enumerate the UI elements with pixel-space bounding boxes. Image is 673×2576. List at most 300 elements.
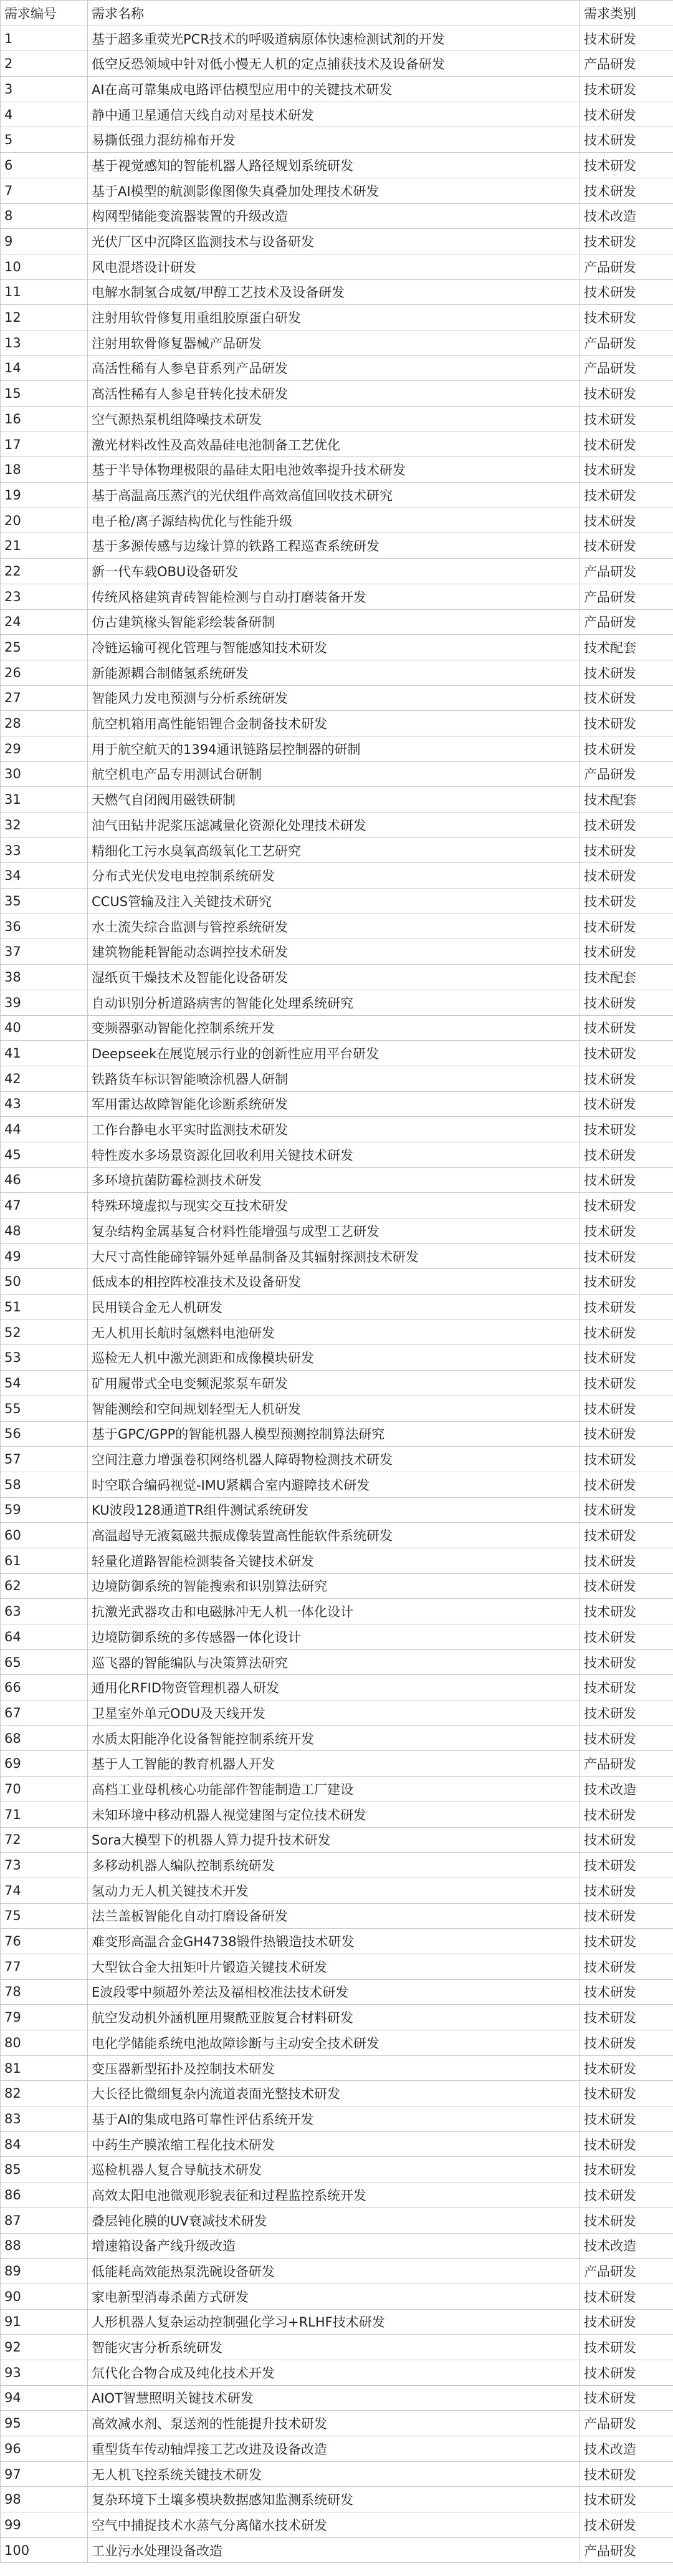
cell-requirement-name: Deepseek在展览展示行业的创新性应用平台研发 [88, 1041, 580, 1066]
cell-requirement-name: 低空反恐领域中针对低小慢无人机的定点捕获技术及设备研发 [88, 51, 580, 77]
cell-requirement-no: 35 [1, 889, 88, 914]
cell-requirement-category: 产品研发 [580, 609, 673, 635]
cell-requirement-name: 冷链运输可视化管理与智能感知技术研发 [88, 635, 580, 660]
cell-requirement-category: 技术研发 [580, 2360, 673, 2385]
table-row [1, 153, 673, 178]
cell-requirement-no: 28 [1, 711, 88, 736]
cell-requirement-name: 分布式光伏发电电控制系统研发 [88, 863, 580, 889]
cell-requirement-category: 技术研发 [580, 1827, 673, 1853]
cell-requirement-category: 技术研发 [580, 2055, 673, 2081]
table-row [1, 2055, 673, 2081]
cell-requirement-category: 技术研发 [580, 914, 673, 939]
cell-requirement-no: 45 [1, 1142, 88, 1167]
cell-requirement-no: 77 [1, 1954, 88, 1979]
table-row [1, 1472, 673, 1497]
cell-requirement-no: 65 [1, 1649, 88, 1675]
cell-requirement-no: 80 [1, 2030, 88, 2056]
table-row [1, 2183, 673, 2208]
table-row [1, 1421, 673, 1447]
cell-requirement-category: 技术研发 [580, 1015, 673, 1041]
cell-requirement-category: 技术研发 [580, 2487, 673, 2512]
header-requirement-name: 需求名称 [88, 1, 580, 26]
cell-requirement-category: 技术研发 [580, 1218, 673, 1244]
cell-requirement-category: 产品研发 [580, 51, 673, 77]
cell-requirement-name: 边境防御系统的智能搜索和识别算法研究 [88, 1573, 580, 1599]
table-row [1, 2284, 673, 2309]
cell-requirement-no: 73 [1, 1853, 88, 1878]
table-row [1, 2461, 673, 2487]
cell-requirement-name: 航空发动机外涵机匣用聚酰亚胺复合材料研发 [88, 2005, 580, 2030]
cell-requirement-name: 激光材料改性及高效晶硅电池制备工艺优化 [88, 432, 580, 457]
cell-requirement-no: 8 [1, 203, 88, 229]
cell-requirement-category: 技术改造 [580, 2233, 673, 2259]
table-row [1, 990, 673, 1015]
cell-requirement-category: 技术研发 [580, 381, 673, 407]
cell-requirement-no: 7 [1, 178, 88, 203]
table-row [1, 965, 673, 990]
cell-requirement-name: 航空机箱用高性能铝锂合金制备技术研发 [88, 711, 580, 736]
table-row [1, 2233, 673, 2259]
cell-requirement-category: 技术研发 [580, 837, 673, 863]
cell-requirement-no: 69 [1, 1751, 88, 1777]
cell-requirement-no: 71 [1, 1802, 88, 1827]
cell-requirement-no: 38 [1, 965, 88, 990]
table-row [1, 1193, 673, 1218]
table-row [1, 1548, 673, 1573]
cell-requirement-category: 技术研发 [580, 457, 673, 483]
cell-requirement-name: 油气田钻井泥浆压滤减量化资源化处理技术研发 [88, 813, 580, 838]
cell-requirement-category: 产品研发 [580, 2537, 673, 2563]
cell-requirement-no: 3 [1, 77, 88, 102]
cell-requirement-no: 4 [1, 102, 88, 127]
cell-requirement-no: 23 [1, 584, 88, 609]
cell-requirement-no: 98 [1, 2487, 88, 2512]
table-row [1, 787, 673, 813]
cell-requirement-name: 注射用软骨修复用重组胶原蛋白研发 [88, 305, 580, 330]
cell-requirement-name: 精细化工污水臭氧高级氧化工艺研究 [88, 837, 580, 863]
table-row [1, 711, 673, 736]
cell-requirement-name: 天燃气自闭阀用磁铁研制 [88, 787, 580, 813]
cell-requirement-no: 10 [1, 254, 88, 279]
cell-requirement-name: Sora大模型下的机器人算力提升技术研发 [88, 1827, 580, 1853]
cell-requirement-no: 92 [1, 2335, 88, 2360]
cell-requirement-no: 1 [1, 26, 88, 51]
cell-requirement-name: 多移动机器人编队控制系统研发 [88, 1853, 580, 1878]
cell-requirement-no: 19 [1, 483, 88, 508]
table-row [1, 2157, 673, 2183]
table-row [1, 2309, 673, 2335]
cell-requirement-name: 通用化RFID物资管理机器人研发 [88, 1675, 580, 1700]
table-row [1, 1599, 673, 1624]
cell-requirement-no: 67 [1, 1700, 88, 1726]
cell-requirement-no: 96 [1, 2436, 88, 2462]
cell-requirement-no: 75 [1, 1903, 88, 1929]
table-row [1, 381, 673, 407]
table-row [1, 2259, 673, 2284]
cell-requirement-no: 26 [1, 660, 88, 685]
cell-requirement-category: 产品研发 [580, 330, 673, 355]
cell-requirement-category: 技术研发 [580, 229, 673, 254]
cell-requirement-name: 基于视觉感知的智能机器人路径规划系统研发 [88, 153, 580, 178]
table-row [1, 1319, 673, 1345]
cell-requirement-name: 仿古建筑椽头智能彩绘装备研制 [88, 609, 580, 635]
cell-requirement-no: 20 [1, 508, 88, 533]
table-row [1, 203, 673, 229]
cell-requirement-name: 智能测绘和空间规划轻型无人机研发 [88, 1396, 580, 1421]
table-row [1, 1396, 673, 1421]
cell-requirement-name: 未知环境中移动机器人视觉建图与定位技术研发 [88, 1802, 580, 1827]
cell-requirement-category: 技术研发 [580, 533, 673, 559]
cell-requirement-no: 52 [1, 1319, 88, 1345]
cell-requirement-name: 特性废水多场景资源化回收利用关键技术研发 [88, 1142, 580, 1167]
cell-requirement-name: 高效减水剂、泵送剂的性能提升技术研发 [88, 2411, 580, 2436]
cell-requirement-category: 技术研发 [580, 1117, 673, 1142]
cell-requirement-no: 84 [1, 2131, 88, 2157]
table-row [1, 1117, 673, 1142]
cell-requirement-category: 技术研发 [580, 863, 673, 889]
cell-requirement-category: 技术研发 [580, 2030, 673, 2056]
cell-requirement-category: 技术研发 [580, 1345, 673, 1371]
table-row [1, 432, 673, 457]
table-row [1, 635, 673, 660]
table-row [1, 584, 673, 609]
cell-requirement-name: 氘代化合物合成及纯化技术开发 [88, 2360, 580, 2385]
cell-requirement-category: 技术研发 [580, 2005, 673, 2030]
table-row [1, 1777, 673, 1802]
cell-requirement-name: 空气源热泵机组降噪技术研发 [88, 407, 580, 432]
cell-requirement-category: 技术研发 [580, 1066, 673, 1091]
cell-requirement-category: 技术研发 [580, 127, 673, 153]
cell-requirement-name: 水土流失综合监测与管控系统研发 [88, 914, 580, 939]
header-requirement-category: 需求类别 [580, 1, 673, 26]
cell-requirement-category: 技术研发 [580, 2385, 673, 2411]
cell-requirement-category: 产品研发 [580, 2259, 673, 2284]
cell-requirement-category: 技术研发 [580, 305, 673, 330]
table-row [1, 1295, 673, 1320]
table-row [1, 1523, 673, 1548]
cell-requirement-category: 技术研发 [580, 2106, 673, 2132]
cell-requirement-no: 95 [1, 2411, 88, 2436]
table-row [1, 2106, 673, 2132]
table-row [1, 1649, 673, 1675]
table-row [1, 1269, 673, 1295]
cell-requirement-no: 61 [1, 1548, 88, 1573]
cell-requirement-no: 41 [1, 1041, 88, 1066]
cell-requirement-category: 技术研发 [580, 1091, 673, 1117]
cell-requirement-category: 技术研发 [580, 1472, 673, 1497]
cell-requirement-category: 产品研发 [580, 2411, 673, 2436]
table-row [1, 2360, 673, 2385]
cell-requirement-name: 复杂环境下土壤多模块数据感知监测系统研发 [88, 2487, 580, 2512]
cell-requirement-category: 技术研发 [580, 660, 673, 685]
table-row [1, 837, 673, 863]
table-row [1, 914, 673, 939]
table-row [1, 483, 673, 508]
cell-requirement-name: 抗激光武器攻击和电磁脉冲无人机一体化设计 [88, 1599, 580, 1624]
table-row [1, 559, 673, 584]
table-row [1, 1725, 673, 1751]
cell-requirement-name: 重型货车传动轴焊接工艺改进及设备改造 [88, 2436, 580, 2462]
cell-requirement-no: 11 [1, 279, 88, 305]
table-row [1, 2385, 673, 2411]
table-row [1, 1015, 673, 1041]
table-row [1, 1218, 673, 1244]
cell-requirement-category: 技术研发 [580, 102, 673, 127]
table-row [1, 457, 673, 483]
cell-requirement-no: 42 [1, 1066, 88, 1091]
cell-requirement-name: 易撕低强力混纺棉布开发 [88, 127, 580, 153]
cell-requirement-category: 技术研发 [580, 1497, 673, 1523]
table-row [1, 2537, 673, 2563]
table-row [1, 407, 673, 432]
cell-requirement-name: 基于GPC/GPP的智能机器人模型预测控制算法研究 [88, 1421, 580, 1447]
cell-requirement-no: 18 [1, 457, 88, 483]
cell-requirement-category: 技术研发 [580, 1929, 673, 1954]
cell-requirement-no: 48 [1, 1218, 88, 1244]
table-row [1, 889, 673, 914]
cell-requirement-no: 27 [1, 685, 88, 711]
cell-requirement-category: 技术研发 [580, 1853, 673, 1878]
cell-requirement-category: 技术研发 [580, 432, 673, 457]
cell-requirement-category: 技术研发 [580, 1878, 673, 1903]
cell-requirement-name: 新一代车载OBU设备研发 [88, 559, 580, 584]
cell-requirement-category: 技术研发 [580, 889, 673, 914]
cell-requirement-name: 电子枪/离子源结构优化与性能升级 [88, 508, 580, 533]
cell-requirement-name: 水质太阳能净化设备智能控制系统开发 [88, 1725, 580, 1751]
cell-requirement-no: 32 [1, 813, 88, 838]
table-row [1, 939, 673, 965]
cell-requirement-name: 航空机电产品专用测试台研制 [88, 761, 580, 787]
cell-requirement-name: 建筑物能耗智能动态调控技术研发 [88, 939, 580, 965]
cell-requirement-category: 技术配套 [580, 965, 673, 990]
cell-requirement-category: 技术研发 [580, 2335, 673, 2360]
table-row [1, 77, 673, 102]
cell-requirement-name: 叠层钝化膜的UV衰减技术研发 [88, 2207, 580, 2233]
cell-requirement-category: 技术研发 [580, 2131, 673, 2157]
cell-requirement-no: 56 [1, 1421, 88, 1447]
cell-requirement-no: 50 [1, 1269, 88, 1295]
table-row [1, 761, 673, 787]
cell-requirement-category: 产品研发 [580, 559, 673, 584]
cell-requirement-no: 86 [1, 2183, 88, 2208]
cell-requirement-no: 66 [1, 1675, 88, 1700]
cell-requirement-name: 高效太阳电池微观形貌表征和过程监控系统开发 [88, 2183, 580, 2208]
cell-requirement-no: 29 [1, 736, 88, 761]
cell-requirement-name: 注射用软骨修复器械产品研发 [88, 330, 580, 355]
cell-requirement-category: 技术研发 [580, 1548, 673, 1573]
cell-requirement-category: 技术研发 [580, 685, 673, 711]
cell-requirement-no: 16 [1, 407, 88, 432]
cell-requirement-category: 技术研发 [580, 1725, 673, 1751]
cell-requirement-no: 87 [1, 2207, 88, 2233]
cell-requirement-no: 12 [1, 305, 88, 330]
cell-requirement-no: 88 [1, 2233, 88, 2259]
cell-requirement-category: 技术研发 [580, 1396, 673, 1421]
cell-requirement-name: 高活性稀有人参皂苷系列产品研发 [88, 355, 580, 381]
table-row [1, 1751, 673, 1777]
cell-requirement-no: 14 [1, 355, 88, 381]
cell-requirement-name: 高档工业母机核心功能部件智能制造工厂建设 [88, 1777, 580, 1802]
table-row [1, 2081, 673, 2106]
cell-requirement-name: 变频器驱动智能化控制系统开发 [88, 1015, 580, 1041]
cell-requirement-name: 无人机飞控系统关键技术研发 [88, 2461, 580, 2487]
cell-requirement-name: 湿纸页干燥技术及智能化设备研发 [88, 965, 580, 990]
cell-requirement-category: 技术研发 [580, 1142, 673, 1167]
table-row [1, 1929, 673, 1954]
cell-requirement-name: 大尺寸高性能碲锌镉外延单晶制备及其辐射探测技术研发 [88, 1243, 580, 1269]
cell-requirement-name: 大型钛合金大扭矩叶片锻造关键技术研发 [88, 1954, 580, 1979]
table-row [1, 1371, 673, 1396]
cell-requirement-no: 22 [1, 559, 88, 584]
cell-requirement-name: 电化学储能系统电池故障诊断与主动安全技术研发 [88, 2030, 580, 2056]
cell-requirement-name: 工业污水处理设备改造 [88, 2537, 580, 2563]
cell-requirement-name: CCUS管输及注入关键技术研究 [88, 889, 580, 914]
table-row [1, 1979, 673, 2005]
cell-requirement-name: 民用镁合金无人机研发 [88, 1295, 580, 1320]
cell-requirement-name: 无人机用长航时氢燃料电池研发 [88, 1319, 580, 1345]
cell-requirement-category: 技术研发 [580, 1903, 673, 1929]
table-row [1, 609, 673, 635]
header-requirement-no: 需求编号 [1, 1, 88, 26]
table-row [1, 508, 673, 533]
cell-requirement-no: 40 [1, 1015, 88, 1041]
table-row [1, 660, 673, 685]
table-row [1, 533, 673, 559]
table-row [1, 1041, 673, 1066]
cell-requirement-name: 传统风格建筑青砖智能检测与自动打磨装备开发 [88, 584, 580, 609]
table-row [1, 863, 673, 889]
cell-requirement-name: 基于高温高压蒸汽的光伏组件高效高值回收技术研究 [88, 483, 580, 508]
cell-requirement-no: 6 [1, 153, 88, 178]
table-row [1, 1853, 673, 1878]
cell-requirement-no: 78 [1, 1979, 88, 2005]
cell-requirement-category: 技术研发 [580, 178, 673, 203]
cell-requirement-no: 33 [1, 837, 88, 863]
cell-requirement-category: 技术改造 [580, 2436, 673, 2462]
cell-requirement-category: 技术研发 [580, 1954, 673, 1979]
cell-requirement-category: 产品研发 [580, 254, 673, 279]
cell-requirement-no: 97 [1, 2461, 88, 2487]
cell-requirement-category: 技术研发 [580, 1167, 673, 1193]
cell-requirement-name: 家电新型消毒杀菌方式研发 [88, 2284, 580, 2309]
cell-requirement-name: 难变形高温合金GH4738锻件热锻造技术研发 [88, 1929, 580, 1954]
cell-requirement-name: 基于AI的集成电路可靠性评估系统开发 [88, 2106, 580, 2132]
table-row [1, 330, 673, 355]
cell-requirement-no: 15 [1, 381, 88, 407]
cell-requirement-name: 静中通卫星通信天线自动对星技术研发 [88, 102, 580, 127]
table-row [1, 2131, 673, 2157]
cell-requirement-no: 94 [1, 2385, 88, 2411]
cell-requirement-no: 60 [1, 1523, 88, 1548]
cell-requirement-no: 9 [1, 229, 88, 254]
table-row [1, 813, 673, 838]
cell-requirement-name: 空间注意力增强卷积网络机器人障碍物检测技术研发 [88, 1447, 580, 1472]
cell-requirement-name: 基于AI模型的航测影像图像失真叠加处理技术研发 [88, 178, 580, 203]
cell-requirement-no: 68 [1, 1725, 88, 1751]
table-row [1, 279, 673, 305]
cell-requirement-name: 大长径比微细复杂内流道表面光整技术研发 [88, 2081, 580, 2106]
cell-requirement-category: 技术研发 [580, 1624, 673, 1650]
cell-requirement-no: 82 [1, 2081, 88, 2106]
cell-requirement-no: 91 [1, 2309, 88, 2335]
cell-requirement-name: 铁路货车标识智能喷涂机器人研制 [88, 1066, 580, 1091]
cell-requirement-name: 巡检机器人复合导航技术研发 [88, 2157, 580, 2183]
cell-requirement-name: 高温超导无液氦磁共振成像装置高性能软件系统研发 [88, 1523, 580, 1548]
cell-requirement-no: 59 [1, 1497, 88, 1523]
cell-requirement-name: KU波段128通道TR组件测试系统研发 [88, 1497, 580, 1523]
cell-requirement-no: 76 [1, 1929, 88, 1954]
table-row [1, 26, 673, 51]
cell-requirement-category: 技术研发 [580, 2309, 673, 2335]
table-row [1, 127, 673, 153]
cell-requirement-name: 基于超多重荧光PCR技术的呼吸道病原体快速检测试剂的开发 [88, 26, 580, 51]
cell-requirement-name: 人形机器人复杂运动控制强化学习+RLHF技术研发 [88, 2309, 580, 2335]
cell-requirement-category: 技术研发 [580, 26, 673, 51]
table-row [1, 1700, 673, 1726]
cell-requirement-name: 变压器新型拓扑及控制技术研发 [88, 2055, 580, 2081]
cell-requirement-no: 17 [1, 432, 88, 457]
table-row [1, 1675, 673, 1700]
cell-requirement-name: 光伏厂区中沉降区监测技术与设备研发 [88, 229, 580, 254]
cell-requirement-name: 氢动力无人机关键技术开发 [88, 1878, 580, 1903]
cell-requirement-no: 5 [1, 127, 88, 153]
cell-requirement-name: 基于多源传感与边缘计算的铁路工程巡查系统研发 [88, 533, 580, 559]
cell-requirement-category: 技术研发 [580, 1523, 673, 1548]
cell-requirement-name: 法兰盖板智能化自动打磨设备研发 [88, 1903, 580, 1929]
cell-requirement-category: 技术研发 [580, 1041, 673, 1066]
cell-requirement-name: AI在高可靠集成电路评估模型应用中的关键技术研发 [88, 77, 580, 102]
cell-requirement-no: 64 [1, 1624, 88, 1650]
table-row [1, 736, 673, 761]
table-row [1, 685, 673, 711]
table-row [1, 2207, 673, 2233]
cell-requirement-category: 产品研发 [580, 761, 673, 787]
table-row [1, 102, 673, 127]
table-row [1, 254, 673, 279]
cell-requirement-category: 技术研发 [580, 153, 673, 178]
cell-requirement-name: 工作台静电水平实时监测技术研发 [88, 1117, 580, 1142]
cell-requirement-category: 技术研发 [580, 1319, 673, 1345]
table-row [1, 1802, 673, 1827]
cell-requirement-category: 技术研发 [580, 1421, 673, 1447]
cell-requirement-category: 技术研发 [580, 2157, 673, 2183]
table-row [1, 1497, 673, 1523]
cell-requirement-category: 技术研发 [580, 2284, 673, 2309]
table-row [1, 2512, 673, 2538]
cell-requirement-name: 复杂结构金属基复合材料性能增强与成型工艺研发 [88, 1218, 580, 1244]
table-row [1, 1243, 673, 1269]
cell-requirement-no: 31 [1, 787, 88, 813]
cell-requirement-no: 34 [1, 863, 88, 889]
cell-requirement-name: 构网型储能变流器装置的升级改造 [88, 203, 580, 229]
table-row [1, 51, 673, 77]
cell-requirement-name: 智能灾害分析系统研发 [88, 2335, 580, 2360]
cell-requirement-category: 技术研发 [580, 1979, 673, 2005]
cell-requirement-category: 技术研发 [580, 1295, 673, 1320]
cell-requirement-no: 54 [1, 1371, 88, 1396]
cell-requirement-no: 58 [1, 1472, 88, 1497]
cell-requirement-category: 技术研发 [580, 279, 673, 305]
cell-requirement-category: 技术研发 [580, 2081, 673, 2106]
cell-requirement-name: 中药生产膜浓缩工程化技术研发 [88, 2131, 580, 2157]
cell-requirement-no: 36 [1, 914, 88, 939]
table-row [1, 2005, 673, 2030]
cell-requirement-category: 技术研发 [580, 407, 673, 432]
cell-requirement-name: 低能耗高效能热泵洗碗设备研发 [88, 2259, 580, 2284]
cell-requirement-category: 产品研发 [580, 1751, 673, 1777]
cell-requirement-category: 技术研发 [580, 1599, 673, 1624]
cell-requirement-name: 电解水制氢合成氨/甲醇工艺技术及设备研发 [88, 279, 580, 305]
